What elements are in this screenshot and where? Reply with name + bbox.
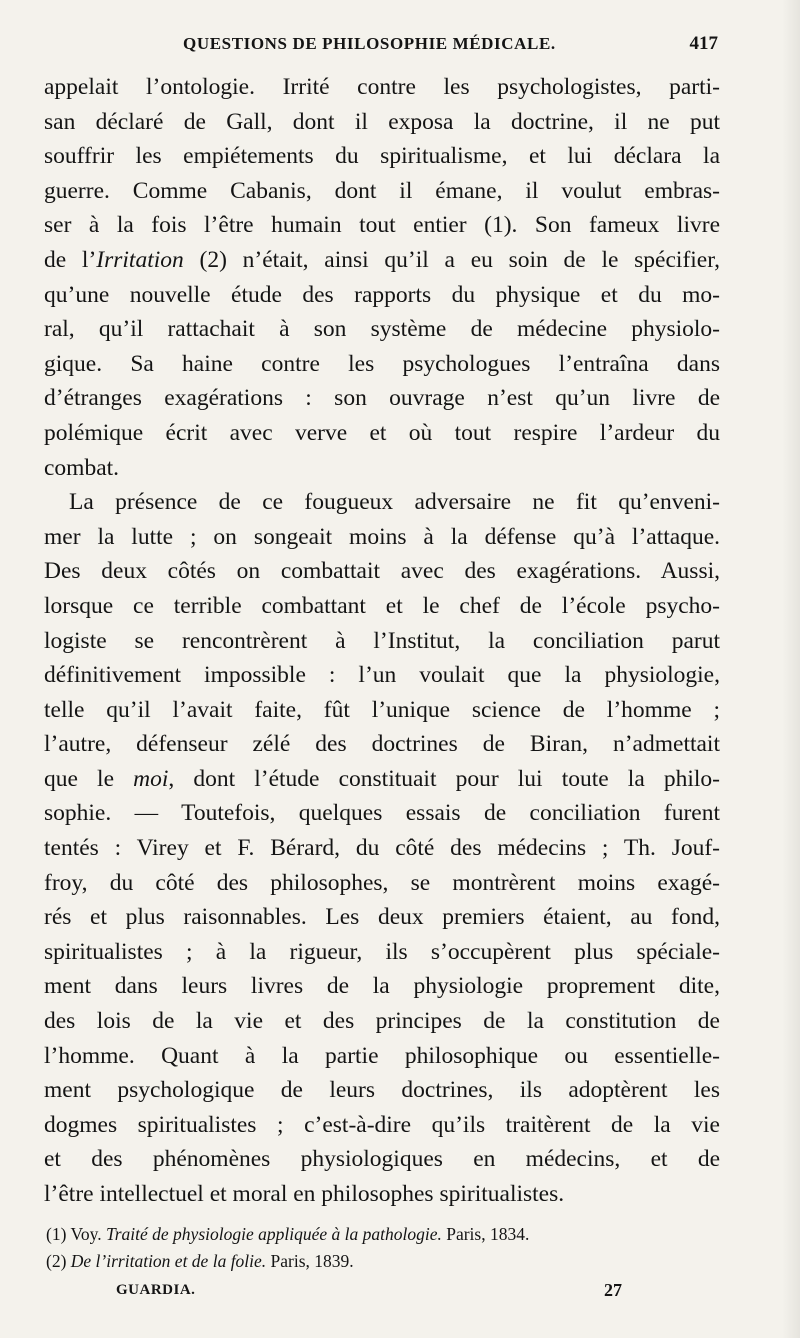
- text-line: d’étranges exagérations : son ouvrage n’est qu’un livre de: [44, 385, 720, 412]
- text-line: ment dans leurs livres de la physiologie proprement dite,: [44, 973, 720, 1000]
- text-line: spiritualistes ; à la rigueur, ils s’occupèrent plus spéciale-: [44, 938, 720, 965]
- italic-text: Traité de physiologie appliquée à la pathologie.: [105, 1224, 442, 1244]
- text-line: ral, qu’il rattachait à son système de médecine physiolo-: [44, 316, 720, 343]
- text-line: froy, du côté des philosophes, se montrèrent moins exagé-: [44, 869, 720, 896]
- signature-mark: GUARDIA.: [116, 1282, 196, 1298]
- text-line: rés et plus raisonnables. Les deux premiers étaient, au fond,: [44, 904, 720, 931]
- text-line: ser à la fois l’être humain tout entier (1). Son fameux livre: [44, 212, 720, 239]
- text-line: ment psychologique de leurs doctrines, ils adoptèrent les: [44, 1077, 720, 1104]
- footnotes: [46, 1221, 722, 1275]
- text-line: l’être intellectuel et moral en philosophes spiritualistes.: [44, 1181, 565, 1207]
- italic-text: De l’irritation et de la folie.: [70, 1251, 267, 1271]
- text-line: telle qu’il l’avait faite, fût l’unique science de l’homme ;: [44, 696, 720, 723]
- text-line: que le moi, dont l’étude constituait pour lui toute la philo-: [44, 765, 720, 792]
- text-line: gique. Sa haine contre les psychologues l’entraîna dans: [44, 350, 720, 377]
- text-line: appelait l’ontologie. Irrité contre les psychologistes, parti-: [44, 74, 720, 100]
- text-line: lorsque ce terrible combattant et le chef de l’école psycho-: [44, 592, 720, 619]
- text-line: définitivement impossible : l’un voulait que la physiologie,: [44, 662, 720, 689]
- italic-text: moi: [133, 765, 169, 792]
- text-line: qu’une nouvelle étude des rapports du physique et du mo-: [44, 281, 720, 308]
- italic-text: Irritation: [96, 246, 184, 273]
- text-line: des lois de la vie et des principes de la constitution de: [44, 1008, 720, 1035]
- running-title: QUESTIONS DE PHILOSOPHIE MÉDICALE.: [183, 34, 556, 53]
- body-text: [44, 70, 720, 1212]
- text-line: mer la lutte ; on songeait moins à la défense qu’à l’attaque.: [44, 523, 720, 550]
- footnote: (1) Voy. Traité de physiologie appliquée à la pathologie. Paris, 1834.: [46, 1224, 530, 1244]
- text-line: souffrir les empiétements du spiritualisme, et lui déclara la: [44, 143, 720, 170]
- text-line: tentés : Virey et F. Bérard, du côté des médecins ; Th. Jouf-: [44, 835, 720, 862]
- text-line: l’homme. Quant à la partie philosophique ou essentielle-: [44, 1042, 720, 1069]
- text-line: l’autre, défenseur zélé des doctrines de Biran, n’admettait: [44, 731, 720, 758]
- text-line: combat.: [44, 454, 120, 481]
- text-line: logiste se rencontrèrent à l’Institut, la conciliation parut: [44, 627, 720, 654]
- text-line: Des deux côtés on combattait avec des exagérations. Aussi,: [44, 558, 720, 585]
- text-line: san déclaré de Gall, dont il exposa la doctrine, il ne put: [44, 108, 720, 135]
- text-line: sophie. — Toutefois, quelques essais de conciliation furent: [44, 800, 720, 827]
- page-edge-shadow: [782, 0, 800, 1338]
- text-line: guerre. Comme Cabanis, dont il émane, il voulut embras-: [44, 177, 720, 204]
- footnote: (2) De l’irritation et de la folie. Paris, 1839.: [46, 1251, 354, 1271]
- text-line: de l’Irritation (2) n’était, ainsi qu’il a eu soin de le spécifier,: [44, 246, 720, 273]
- text-line: et des phénomènes physiologiques en médecins, et de: [44, 1146, 720, 1173]
- text-line: dogmes spiritualistes ; c’est-à-dire qu’ils traitèrent de la vie: [44, 1111, 720, 1138]
- text-line: La présence de ce fougueux adversaire ne fit qu’enveni-: [69, 489, 720, 516]
- text-line: polémique écrit avec verve et où tout respire l’ardeur du: [44, 419, 720, 446]
- signature-number: 27: [604, 1280, 622, 1300]
- page-number: 417: [689, 33, 718, 54]
